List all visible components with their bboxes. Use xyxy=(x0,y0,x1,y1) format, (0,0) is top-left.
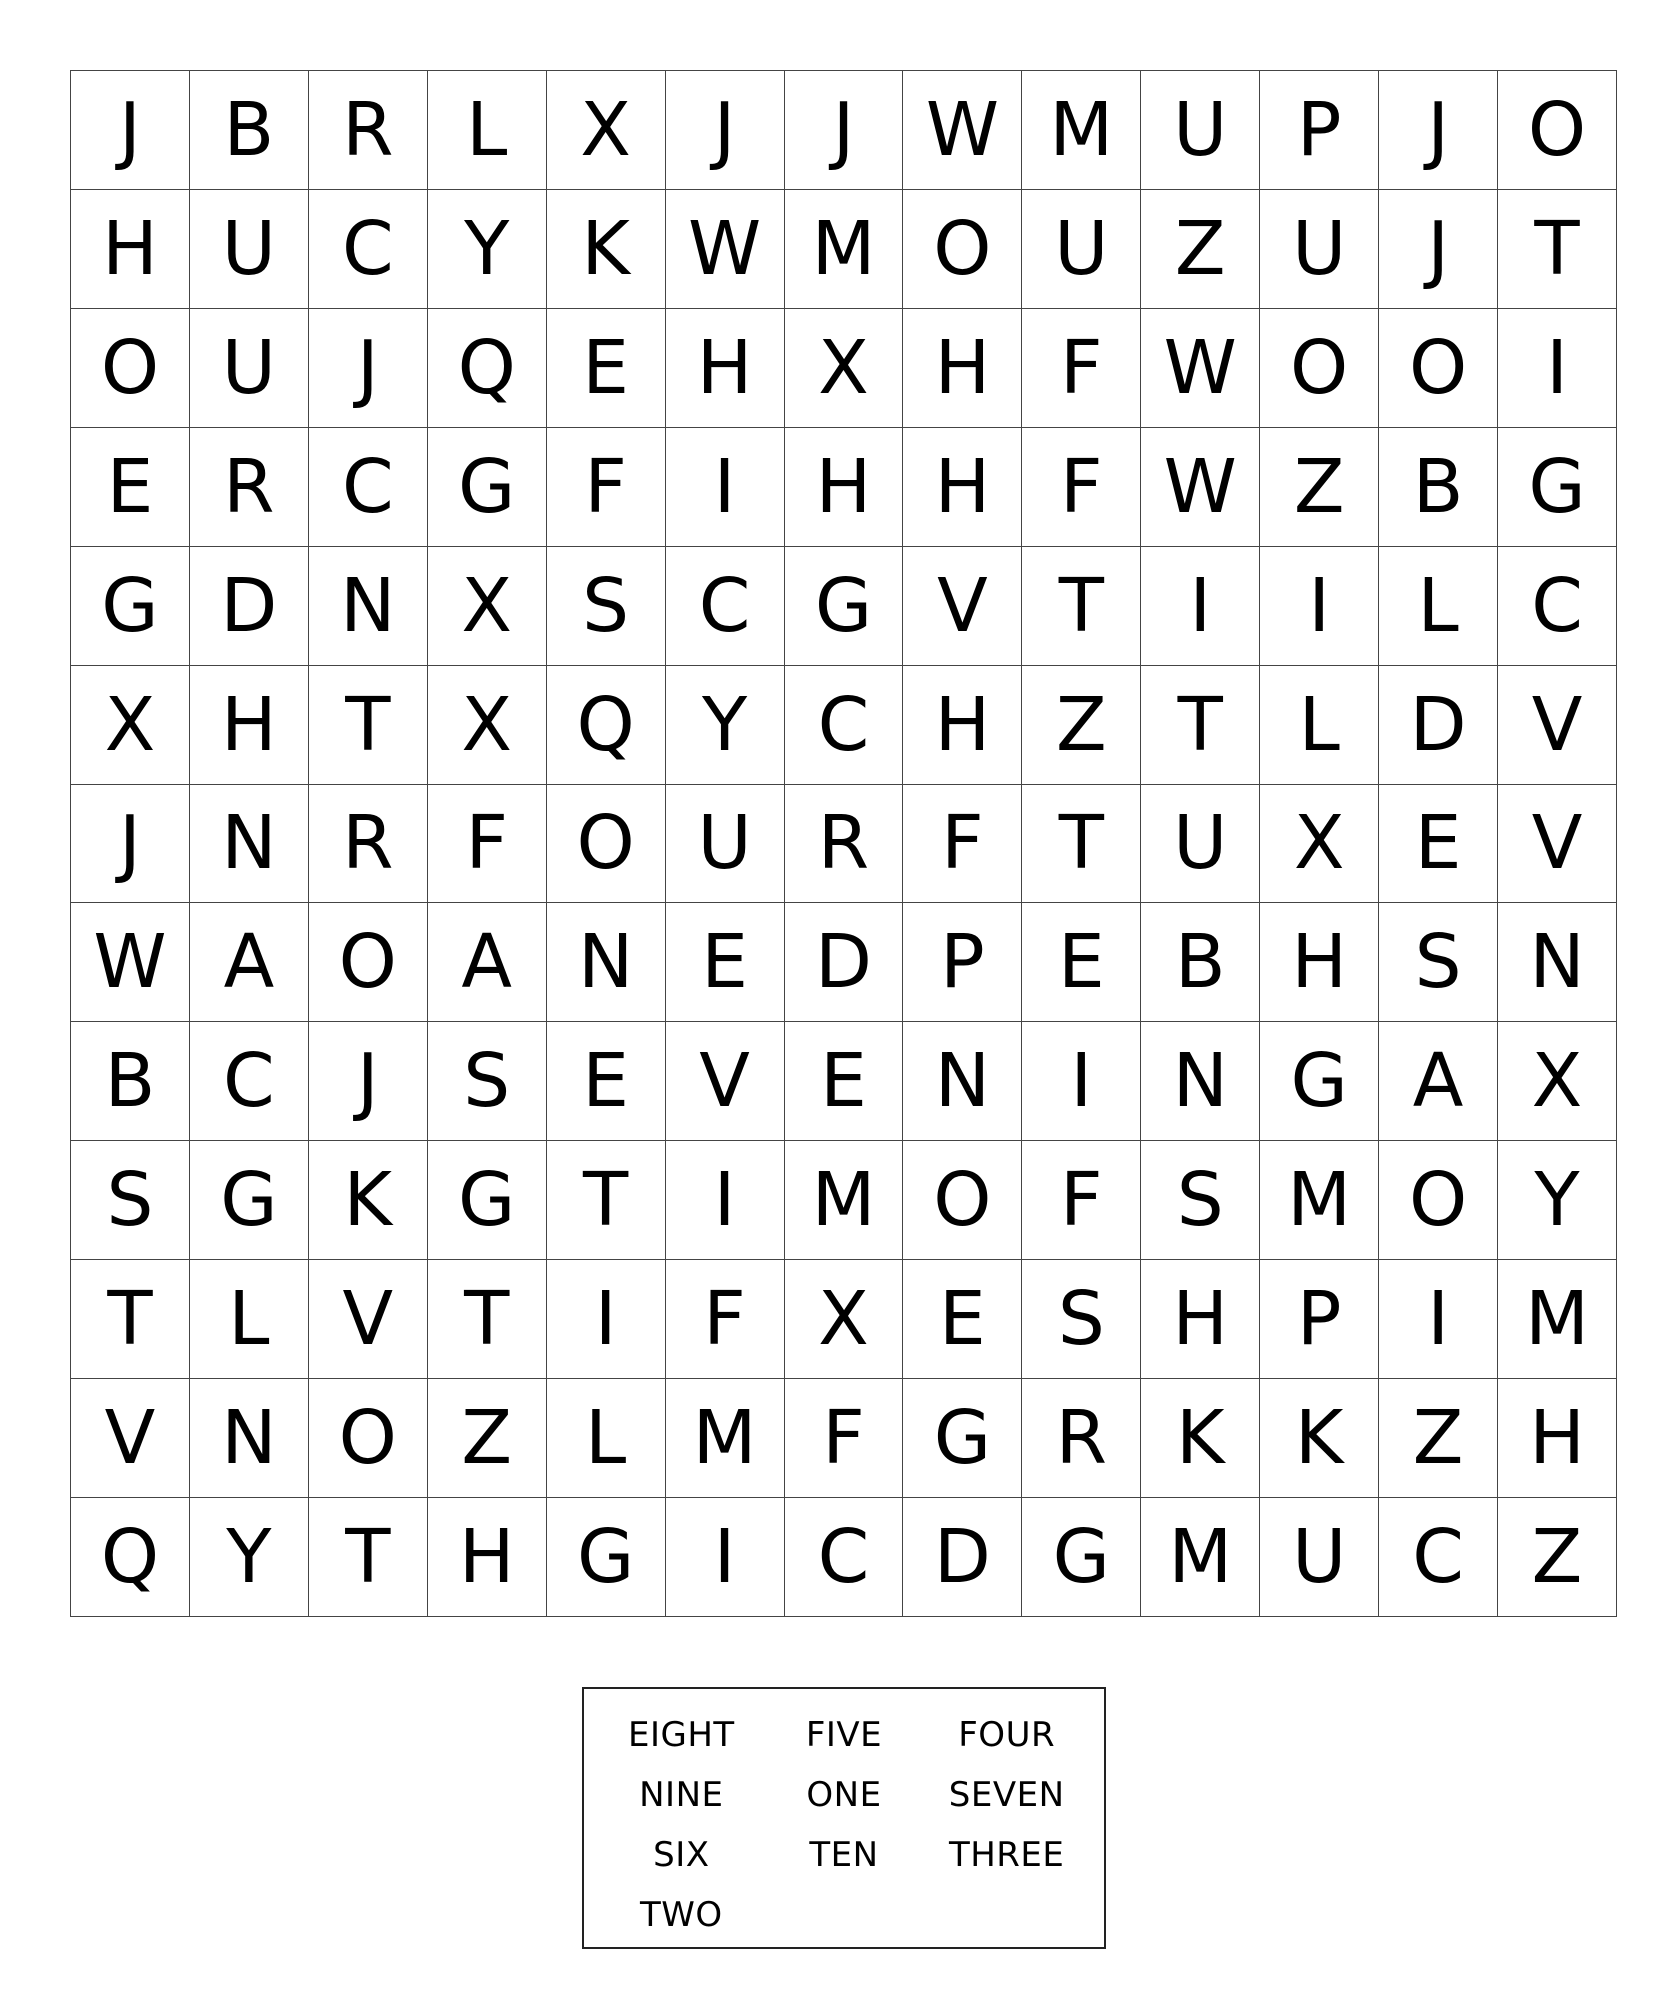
grid-cell[interactable]: M xyxy=(785,190,904,309)
grid-cell[interactable]: H xyxy=(903,666,1022,785)
grid-cell[interactable]: J xyxy=(1379,190,1498,309)
grid-cell[interactable]: S xyxy=(1379,903,1498,1022)
grid-cell[interactable]: J xyxy=(309,309,428,428)
grid-cell[interactable]: C xyxy=(666,547,785,666)
grid-cell[interactable]: O xyxy=(1260,309,1379,428)
grid-cell[interactable]: Z xyxy=(1141,190,1260,309)
grid-cell[interactable]: H xyxy=(1498,1379,1617,1498)
grid-cell[interactable]: A xyxy=(1379,1022,1498,1141)
grid-cell[interactable]: B xyxy=(1141,903,1260,1022)
grid-cell[interactable]: T xyxy=(547,1141,666,1260)
grid-cell[interactable]: N xyxy=(190,1379,309,1498)
grid-cell[interactable]: J xyxy=(666,71,785,190)
grid-cell[interactable]: V xyxy=(71,1379,190,1498)
grid-cell[interactable]: G xyxy=(190,1141,309,1260)
word-bank-item: SEVEN xyxy=(948,1775,1065,1815)
grid-cell[interactable]: C xyxy=(309,190,428,309)
grid-cell[interactable]: B xyxy=(1379,428,1498,547)
grid-cell[interactable]: T xyxy=(1498,190,1617,309)
grid-cell[interactable]: P xyxy=(903,903,1022,1022)
grid-cell[interactable]: Z xyxy=(428,1379,547,1498)
grid-cell[interactable]: Y xyxy=(1498,1141,1617,1260)
grid-cell[interactable]: U xyxy=(1141,785,1260,904)
grid-cell[interactable]: W xyxy=(903,71,1022,190)
grid-cell[interactable]: F xyxy=(1022,1141,1141,1260)
grid-cell[interactable]: D xyxy=(785,903,904,1022)
grid-cell[interactable]: I xyxy=(1379,1260,1498,1379)
grid-cell[interactable]: N xyxy=(1141,1022,1260,1141)
word-bank-item: ONE xyxy=(806,1775,882,1815)
grid-cell[interactable]: I xyxy=(1141,547,1260,666)
grid-cell[interactable]: M xyxy=(666,1379,785,1498)
grid-cell[interactable]: V xyxy=(903,547,1022,666)
grid-cell[interactable]: N xyxy=(309,547,428,666)
grid-cell[interactable]: G xyxy=(1498,428,1617,547)
word-bank-item: TWO xyxy=(640,1895,723,1935)
grid-cell[interactable]: Y xyxy=(666,666,785,785)
grid-cell[interactable]: I xyxy=(1260,547,1379,666)
grid-cell[interactable]: R xyxy=(309,785,428,904)
grid-cell[interactable]: X xyxy=(785,1260,904,1379)
grid-cell[interactable]: U xyxy=(1022,190,1141,309)
grid-cell[interactable]: R xyxy=(309,71,428,190)
grid-cell[interactable]: C xyxy=(1498,547,1617,666)
grid-cell[interactable]: X xyxy=(428,666,547,785)
grid-cell[interactable]: X xyxy=(71,666,190,785)
grid-cell[interactable]: W xyxy=(71,903,190,1022)
grid-cell[interactable]: O xyxy=(1379,309,1498,428)
grid-cell[interactable]: F xyxy=(1022,428,1141,547)
grid-cell[interactable]: H xyxy=(666,309,785,428)
grid-cell[interactable]: M xyxy=(785,1141,904,1260)
word-bank xyxy=(582,1687,1106,1949)
grid-cell[interactable]: K xyxy=(1141,1379,1260,1498)
grid-cell[interactable]: C xyxy=(309,428,428,547)
grid-cell[interactable]: S xyxy=(547,547,666,666)
grid-cell[interactable]: X xyxy=(428,547,547,666)
grid-cell[interactable]: E xyxy=(785,1022,904,1141)
grid-cell[interactable]: I xyxy=(666,1141,785,1260)
grid-cell[interactable]: U xyxy=(190,309,309,428)
grid-cell[interactable]: H xyxy=(903,428,1022,547)
grid-cell[interactable]: Q xyxy=(547,666,666,785)
grid-cell[interactable]: T xyxy=(428,1260,547,1379)
grid-cell[interactable]: F xyxy=(785,1379,904,1498)
grid-cell[interactable]: Y xyxy=(428,190,547,309)
grid-cell[interactable]: O xyxy=(71,309,190,428)
grid-cell[interactable]: T xyxy=(1022,785,1141,904)
grid-cell[interactable]: N xyxy=(903,1022,1022,1141)
grid-cell[interactable]: X xyxy=(785,309,904,428)
grid-cell[interactable]: U xyxy=(666,785,785,904)
grid-cell[interactable]: G xyxy=(547,1498,666,1617)
grid-cell[interactable]: E xyxy=(71,428,190,547)
grid-cell[interactable]: O xyxy=(1498,71,1617,190)
grid-cell[interactable]: G xyxy=(71,547,190,666)
grid-cell[interactable]: F xyxy=(666,1260,785,1379)
grid-cell[interactable]: V xyxy=(1498,785,1617,904)
grid-cell[interactable]: D xyxy=(903,1498,1022,1617)
word-bank-item: SIX xyxy=(653,1835,710,1875)
grid-cell[interactable]: W xyxy=(666,190,785,309)
grid-cell[interactable]: Y xyxy=(190,1498,309,1617)
grid-cell[interactable]: L xyxy=(1379,547,1498,666)
grid-cell[interactable]: O xyxy=(1379,1141,1498,1260)
grid-cell[interactable]: G xyxy=(1022,1498,1141,1617)
grid-cell[interactable]: E xyxy=(903,1260,1022,1379)
grid-cell[interactable]: J xyxy=(785,71,904,190)
grid-cell[interactable]: Z xyxy=(1498,1498,1617,1617)
grid-cell[interactable]: W xyxy=(1141,428,1260,547)
grid-cell[interactable]: C xyxy=(785,666,904,785)
grid-cell[interactable]: E xyxy=(666,903,785,1022)
grid-cell[interactable]: R xyxy=(785,785,904,904)
grid-cell[interactable]: F xyxy=(428,785,547,904)
grid-cell[interactable]: T xyxy=(309,666,428,785)
grid-cell[interactable]: C xyxy=(1379,1498,1498,1617)
grid-cell[interactable]: U xyxy=(1260,190,1379,309)
grid-cell[interactable]: H xyxy=(1260,903,1379,1022)
grid-cell[interactable]: I xyxy=(1022,1022,1141,1141)
grid-cell[interactable]: E xyxy=(547,309,666,428)
word-bank-item: EIGHT xyxy=(627,1715,735,1755)
grid-cell[interactable]: D xyxy=(190,547,309,666)
grid-cell[interactable]: O xyxy=(547,785,666,904)
grid-cell[interactable]: L xyxy=(1260,666,1379,785)
grid-cell[interactable]: N xyxy=(547,903,666,1022)
grid-cell[interactable]: H xyxy=(428,1498,547,1617)
grid-cell[interactable]: R xyxy=(190,428,309,547)
grid-cell[interactable]: V xyxy=(1498,666,1617,785)
grid-cell[interactable]: U xyxy=(1260,1498,1379,1617)
grid-cell[interactable]: U xyxy=(1141,71,1260,190)
grid-cell[interactable]: V xyxy=(666,1022,785,1141)
grid-cell[interactable]: Q xyxy=(428,309,547,428)
grid-cell[interactable]: G xyxy=(428,428,547,547)
grid-cell[interactable]: J xyxy=(1379,71,1498,190)
grid-cell[interactable]: P xyxy=(1260,1260,1379,1379)
grid-cell[interactable]: M xyxy=(1141,1498,1260,1617)
grid-cell[interactable]: T xyxy=(1022,547,1141,666)
word-bank-item: TEN xyxy=(809,1835,879,1875)
grid-cell[interactable]: K xyxy=(309,1141,428,1260)
grid-cell[interactable]: R xyxy=(1022,1379,1141,1498)
grid-cell[interactable]: T xyxy=(1141,666,1260,785)
grid-cell[interactable]: M xyxy=(1022,71,1141,190)
grid-cell[interactable]: T xyxy=(71,1260,190,1379)
grid-cell[interactable]: E xyxy=(1379,785,1498,904)
grid-cell[interactable]: K xyxy=(1260,1379,1379,1498)
grid-cell[interactable]: S xyxy=(428,1022,547,1141)
grid-cell[interactable]: H xyxy=(903,309,1022,428)
grid-cell[interactable]: S xyxy=(1022,1260,1141,1379)
grid-cell[interactable]: X xyxy=(547,71,666,190)
letter-grid xyxy=(70,70,1617,1617)
word-bank-item: FIVE xyxy=(805,1715,883,1755)
grid-cell[interactable]: F xyxy=(1022,309,1141,428)
grid-cell[interactable]: U xyxy=(190,190,309,309)
grid-cell[interactable]: N xyxy=(190,785,309,904)
grid-cell[interactable]: G xyxy=(1260,1022,1379,1141)
grid-cell[interactable]: S xyxy=(1141,1141,1260,1260)
grid-cell[interactable]: I xyxy=(1498,309,1617,428)
grid-cell[interactable]: N xyxy=(1498,903,1617,1022)
grid-cell[interactable]: A xyxy=(190,903,309,1022)
grid-cell[interactable]: I xyxy=(547,1260,666,1379)
grid-cell[interactable]: H xyxy=(190,666,309,785)
grid-cell[interactable]: K xyxy=(547,190,666,309)
grid-cell[interactable]: I xyxy=(666,1498,785,1617)
grid-cell[interactable]: F xyxy=(903,785,1022,904)
grid-cell[interactable]: H xyxy=(1141,1260,1260,1379)
grid-cell[interactable]: A xyxy=(428,903,547,1022)
grid-cell[interactable]: G xyxy=(903,1379,1022,1498)
grid-cell[interactable]: X xyxy=(1498,1022,1617,1141)
grid-cell[interactable]: J xyxy=(71,71,190,190)
grid-cell[interactable]: H xyxy=(785,428,904,547)
grid-cell[interactable]: E xyxy=(547,1022,666,1141)
grid-cell[interactable]: O xyxy=(309,903,428,1022)
grid-cell[interactable]: T xyxy=(309,1498,428,1617)
word-bank-item: NINE xyxy=(639,1775,724,1815)
grid-cell[interactable]: J xyxy=(71,785,190,904)
grid-cell[interactable]: O xyxy=(903,190,1022,309)
grid-cell[interactable]: I xyxy=(666,428,785,547)
grid-cell[interactable]: E xyxy=(1022,903,1141,1022)
grid-cell[interactable]: V xyxy=(309,1260,428,1379)
grid-cell[interactable]: F xyxy=(547,428,666,547)
grid-cell[interactable]: P xyxy=(1260,71,1379,190)
grid-cell[interactable]: W xyxy=(1141,309,1260,428)
grid-cell[interactable]: H xyxy=(71,190,190,309)
word-bank-item: FOUR xyxy=(958,1715,1056,1755)
word-bank-item: THREE xyxy=(948,1835,1065,1875)
grid-cell[interactable]: C xyxy=(785,1498,904,1617)
grid-cell[interactable]: G xyxy=(428,1141,547,1260)
grid-cell[interactable]: S xyxy=(71,1141,190,1260)
grid-cell[interactable]: B xyxy=(190,71,309,190)
grid-cell[interactable]: Z xyxy=(1260,428,1379,547)
grid-cell[interactable]: O xyxy=(903,1141,1022,1260)
grid-cell[interactable]: G xyxy=(785,547,904,666)
grid-cell[interactable]: Z xyxy=(1379,1379,1498,1498)
grid-cell[interactable]: L xyxy=(547,1379,666,1498)
grid-cell[interactable]: D xyxy=(1379,666,1498,785)
grid-cell[interactable]: B xyxy=(71,1022,190,1141)
grid-cell[interactable]: Z xyxy=(1022,666,1141,785)
grid-cell[interactable]: O xyxy=(309,1379,428,1498)
grid-cell[interactable]: Q xyxy=(71,1498,190,1617)
grid-cell[interactable]: L xyxy=(190,1260,309,1379)
grid-cell[interactable]: M xyxy=(1260,1141,1379,1260)
grid-cell[interactable]: L xyxy=(428,71,547,190)
grid-cell[interactable]: C xyxy=(190,1022,309,1141)
grid-cell[interactable]: X xyxy=(1260,785,1379,904)
grid-cell[interactable]: M xyxy=(1498,1260,1617,1379)
grid-cell[interactable]: J xyxy=(309,1022,428,1141)
